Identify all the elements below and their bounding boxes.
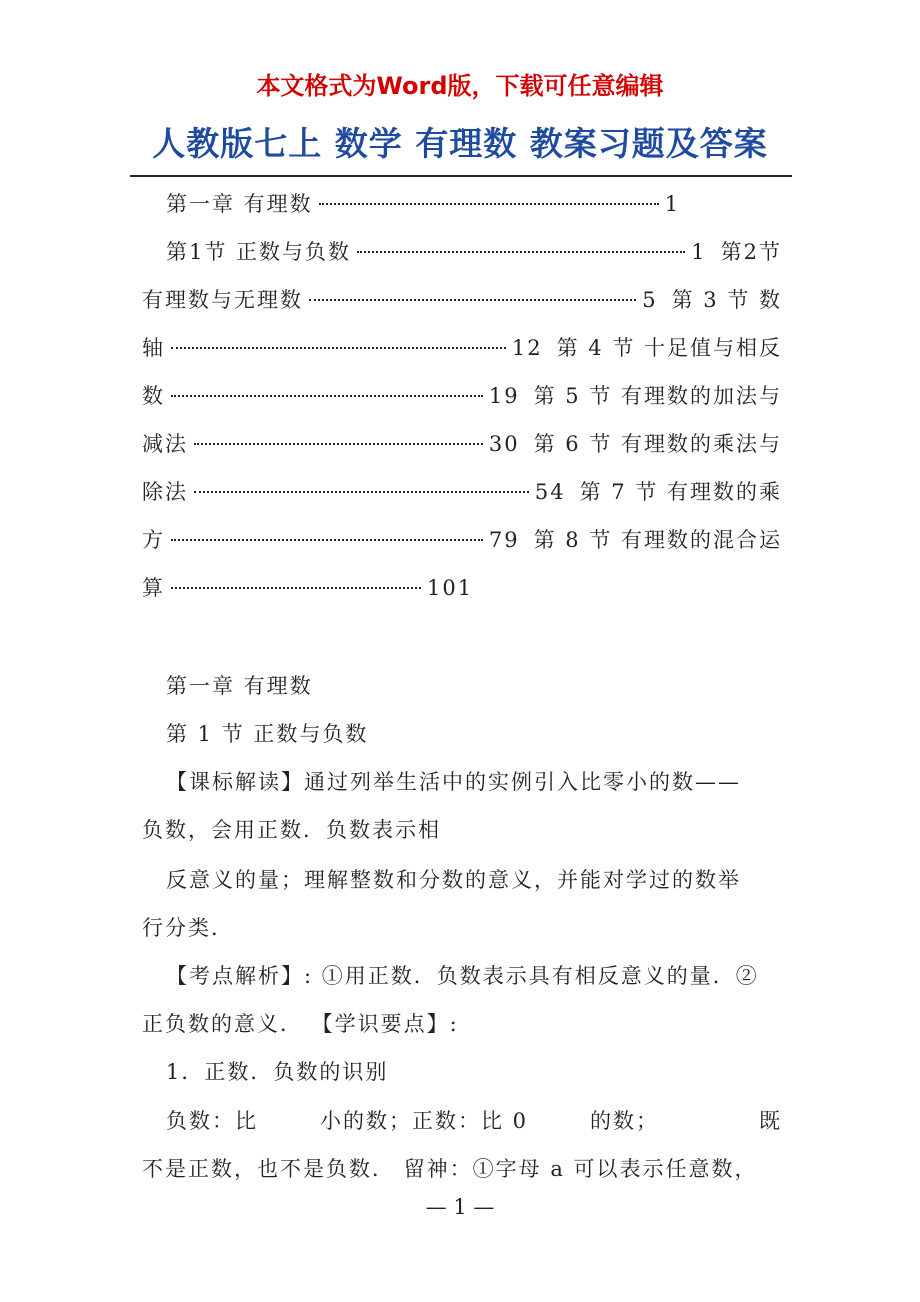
toc-leader-dots	[357, 251, 685, 253]
toc-line	[142, 516, 782, 564]
paragraph-line	[142, 1145, 782, 1193]
toc-entry-label: 有理数与无理数	[142, 288, 303, 312]
toc-entry-page: 12	[511, 336, 543, 360]
toc-entry-label: 第 4 节 十足值与相反	[556, 336, 782, 360]
format-notice: 本文格式为Word版，下载可任意编辑	[256, 72, 664, 100]
paragraph-line	[142, 856, 782, 904]
paragraph-text: 不是正数，也不是负数． 留神：①字母 a 可以表示任意数，	[142, 1157, 758, 1181]
toc-line	[142, 564, 782, 612]
toc-entry-page: 30	[488, 432, 520, 456]
title-divider	[130, 175, 792, 177]
toc-chapter-line	[142, 180, 782, 228]
toc-leader-dots	[171, 347, 506, 349]
toc-line	[142, 468, 782, 516]
toc-chapter-page: 1	[664, 192, 681, 216]
list-item-text: 1．正数．负数的识别	[166, 1060, 389, 1084]
toc-entry-page: 54	[534, 480, 566, 504]
paragraph-line	[142, 758, 782, 806]
toc-entry-page: 101	[427, 576, 474, 600]
toc-entry-label: 方	[142, 528, 165, 552]
exam-point-analysis-text: 【考点解析】: ①用正数．负数表示具有相反意义的量．②	[166, 964, 759, 988]
fill-blank-text: 既	[759, 1109, 782, 1133]
toc-entry-label: 减法	[142, 432, 188, 456]
paragraph-text: 正负数的意义． 【学识要点】:	[142, 1012, 459, 1036]
toc-entry-label: 第 3 节 数	[671, 288, 782, 312]
paragraph-line	[142, 904, 782, 952]
list-item	[142, 1048, 782, 1096]
toc-leader-dots	[309, 299, 636, 301]
toc-line	[142, 276, 782, 324]
paragraph-text: 反意义的量；理解整数和分数的意义，并能对学过的数举	[166, 868, 741, 892]
toc-leader-dots	[171, 587, 421, 589]
section-heading	[142, 710, 782, 758]
toc-entry-label: 第 8 节 有理数的混合运	[533, 528, 782, 552]
paragraph-line	[142, 806, 782, 854]
toc-entry-label: 数	[142, 384, 165, 408]
toc-entry-page: 79	[488, 528, 520, 552]
fill-blank-text: 小的数；正数：比 0	[320, 1109, 529, 1133]
document-title: 人教版七上 数学 有理数 教案习题及答案	[152, 124, 768, 163]
fill-blank-text: 负数：比	[166, 1109, 258, 1133]
toc-leader-dots	[194, 491, 529, 493]
toc-entry-label: 算	[142, 576, 165, 600]
curriculum-interpretation-text: 【课标解读】通过列举生活中的实例引入比零小的数——	[166, 770, 741, 794]
toc-entry-page: 1	[691, 240, 707, 264]
page-number: — 1 —	[425, 1195, 495, 1219]
toc-entry-label: 第1节 正数与负数	[166, 240, 352, 264]
toc-line	[142, 228, 782, 276]
chapter-heading	[142, 662, 782, 710]
toc-entry-label: 轴	[142, 336, 165, 360]
toc-line	[142, 372, 782, 420]
toc-line	[142, 324, 782, 372]
section-heading-text: 第 1 节 正数与负数	[166, 722, 369, 746]
fill-blank-text: 的数；	[590, 1109, 660, 1133]
toc-entry-label: 第2节	[720, 240, 782, 264]
toc-entry-label: 第 5 节 有理数的加法与	[533, 384, 782, 408]
paragraph-text: 行分类．	[142, 916, 234, 940]
toc-leader-dots	[319, 203, 659, 205]
paragraph-text: 负数，会用正数．负数表示相	[142, 818, 441, 842]
fill-blank-line	[142, 1097, 782, 1145]
paragraph-line	[142, 952, 782, 1000]
toc-chapter-label: 第一章 有理数	[166, 192, 313, 216]
chapter-heading-text: 第一章 有理数	[166, 674, 313, 698]
paragraph-line	[142, 1000, 782, 1048]
toc-entry-label: 第 6 节 有理数的乘法与	[533, 432, 782, 456]
toc-entry-page: 19	[488, 384, 520, 408]
toc-entry-page: 5	[642, 288, 658, 312]
toc-entry-label: 第 7 节 有理数的乘	[579, 480, 782, 504]
toc-leader-dots	[171, 539, 483, 541]
toc-leader-dots	[171, 395, 483, 397]
toc-line	[142, 420, 782, 468]
toc-entry-label: 除法	[142, 480, 188, 504]
toc-leader-dots	[194, 443, 483, 445]
